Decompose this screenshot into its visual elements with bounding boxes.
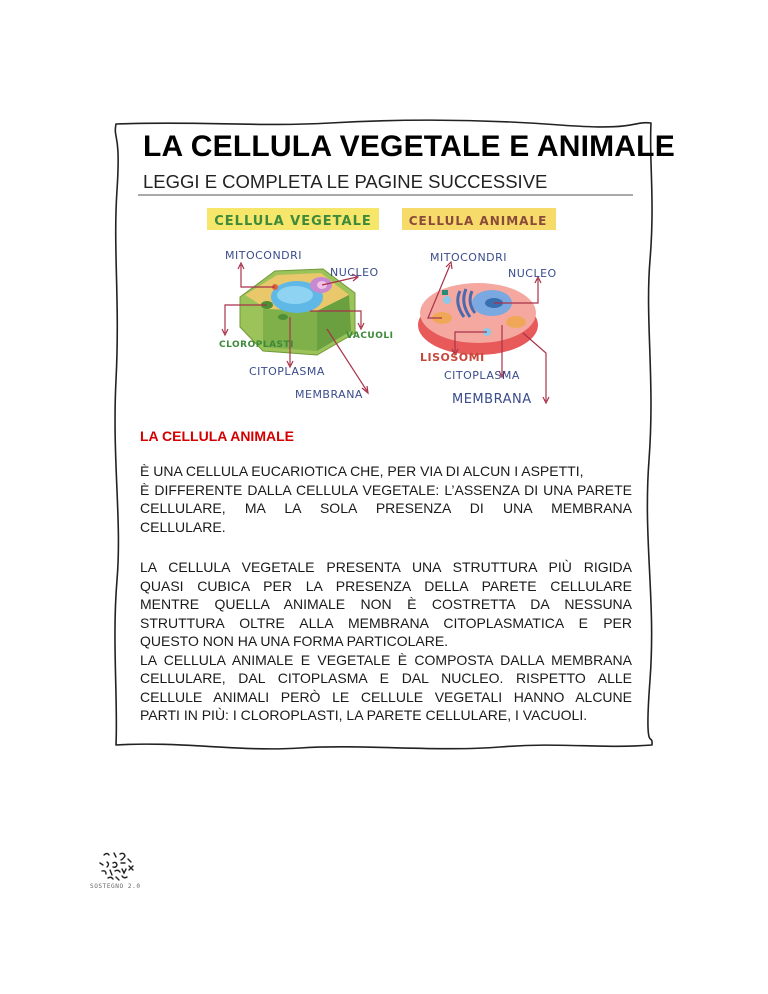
paragraph-2-line: QUASI CUBICA PER LA PRESENZA DELLA PARETE CELLULARE xyxy=(140,577,632,594)
title-divider xyxy=(138,194,633,196)
page-title: LA CELLULA VEGETALE E ANIMALE xyxy=(143,130,675,163)
plant-label-chloroplasts: CLOROPLASTI xyxy=(219,340,295,350)
plant-banner: CELLULA VEGETALE xyxy=(214,214,372,229)
paragraph-2-line: CELLULARE, DAL CITOPLASMA E DAL NUCLEO. RISPETTO ALLE xyxy=(140,670,632,686)
plant-cell-diagram xyxy=(205,205,394,415)
paragraph-2-line: PARTI IN PIÙ: I CLOROPLASTI, LA PARETE CELLULARE, I VACUOLI. xyxy=(140,707,588,723)
animal-label-cytoplasm: CITOPLASMA xyxy=(444,369,520,382)
paragraph-2-line: STRUTTURA OLTRE ALLA MEMBRANA CITOPLASMATICA E PER xyxy=(140,614,632,631)
paragraph-2-line: LA CELLULA ANIMALE E VEGETALE È COMPOSTA DALLA MEMBRANA xyxy=(140,651,632,668)
page-subtitle: LEGGI E COMPLETA LE PAGINE SUCCESSIVE xyxy=(143,171,548,192)
paragraph-1-line: CELLULARE. xyxy=(140,518,226,535)
animal-label-nucleus: NUCLEO xyxy=(508,267,557,280)
animal-label-mitochondria: MITOCONDRI xyxy=(430,251,508,264)
paragraph-2-line: MENTRE QUELLA ANIMALE NON È COSTRETTA DA NESSUNA xyxy=(140,596,632,612)
animal-cell-diagram xyxy=(398,205,568,415)
section-heading: LA CELLULA ANIMALE xyxy=(140,428,294,444)
paragraph-2 xyxy=(140,558,632,725)
paragraph-1-line: È UNA CELLULA EUCARIOTICA CHE, PER VIA DI ALCUN I ASPETTI, xyxy=(140,463,584,479)
plant-label-nucleus: NUCLEO xyxy=(330,266,379,279)
paragraph-1 xyxy=(140,462,632,536)
plant-label-membrane: MEMBRANA xyxy=(295,388,363,401)
logo-caption: SOSTEGNO 2.0 xyxy=(90,883,141,890)
animal-banner: CELLULA ANIMALE xyxy=(408,214,548,228)
paragraph-2-line: QUESTO NON HA UNA FORMA PARTICOLARE. xyxy=(140,633,449,649)
paragraph-2-line: LA CELLULA VEGETALE PRESENTA UNA STRUTTURA PIÙ RIGIDA xyxy=(140,559,632,575)
paragraph-2-line: CELLULE ANIMALI PERÒ LE CELLULE VEGETALI HANNO ALCUNE xyxy=(140,688,632,705)
plant-label-cytoplasm: CITOPLASMA xyxy=(249,365,325,378)
animal-label-lysosomes: LISOSOMI xyxy=(420,351,485,364)
plant-label-vacuoles: VACUOLI xyxy=(346,331,394,341)
paragraph-1-line: CELLULARE, MA LA SOLA PRESENZA DI UNA MEMBRANA xyxy=(140,500,632,516)
plant-label-mitochondria: MITOCONDRI xyxy=(225,249,303,262)
animal-label-membrane: MEMBRANA xyxy=(452,392,532,407)
paragraph-1-line: È DIFFERENTE DALLA CELLULA VEGETALE: L’ASSENZA DI UNA PARETE xyxy=(140,481,632,498)
animal-cell-illustration xyxy=(418,283,538,355)
